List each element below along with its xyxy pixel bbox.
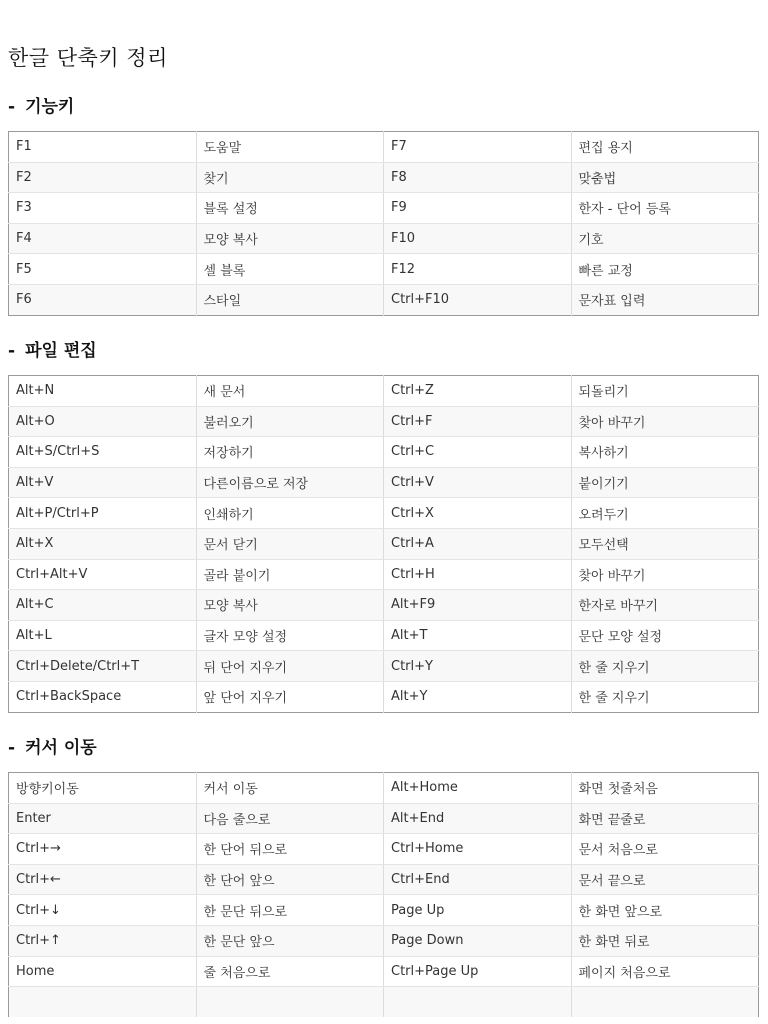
table-row — [9, 437, 759, 468]
table-row — [9, 864, 759, 895]
section-title-function-keys — [8, 92, 74, 117]
shortcut-action-cell — [196, 987, 384, 1018]
shortcut-action-cell: 화면 끝줄로 — [571, 803, 759, 834]
table-row — [9, 681, 759, 712]
shortcut-action-cell: 앞 단어 지우기 — [196, 681, 384, 712]
shortcut-action-cell: 불러오기 — [196, 406, 384, 437]
shortcut-key-cell: Ctrl+↑ — [9, 925, 197, 956]
shortcut-key-cell: Alt+End — [384, 803, 572, 834]
shortcut-table-file-edit — [8, 375, 759, 713]
shortcut-key-cell: Ctrl+Home — [384, 834, 572, 865]
shortcut-action-cell: 문서 처음으로 — [571, 834, 759, 865]
shortcut-key-cell: Alt+N — [9, 376, 197, 407]
shortcut-action-cell: 다른이름으로 저장 — [196, 467, 384, 498]
shortcut-action-cell: 오려두기 — [571, 498, 759, 529]
shortcut-action-cell: 화면 첫줄처음 — [571, 773, 759, 804]
shortcut-key-cell: F8 — [384, 162, 572, 193]
shortcut-action-cell: 한자 - 단어 등록 — [571, 193, 759, 224]
shortcut-key-cell: Ctrl+F10 — [384, 284, 572, 315]
shortcut-key-cell: Page Up — [384, 895, 572, 926]
shortcut-action-cell: 붙이기기 — [571, 467, 759, 498]
shortcut-action-cell: 한자로 바꾸기 — [571, 590, 759, 621]
shortcut-action-cell: 모두선택 — [571, 528, 759, 559]
table-row — [9, 956, 759, 987]
shortcut-action-cell: 한 문단 뒤으로 — [196, 895, 384, 926]
shortcut-key-cell: Alt+Y — [384, 681, 572, 712]
shortcut-key-cell: Home — [9, 956, 197, 987]
shortcut-key-cell: F5 — [9, 254, 197, 285]
table-row — [9, 193, 759, 224]
table-row — [9, 834, 759, 865]
table-row — [9, 925, 759, 956]
shortcut-action-cell: 한 줄 지우기 — [578, 691, 650, 707]
shortcut-action-cell: 한 단어 앞으 — [196, 864, 384, 895]
shortcut-key-cell: Ctrl+H — [384, 559, 572, 590]
table-row — [9, 651, 759, 682]
shortcut-action-cell: 찾아 바꾸기 — [571, 406, 759, 437]
shortcut-key-cell — [384, 987, 572, 1018]
table-row — [9, 528, 759, 559]
shortcut-action-cell: 페이지 처음으로 — [571, 956, 759, 987]
shortcut-action-cell: 커서 이동 — [196, 773, 384, 804]
shortcut-action-cell: 다음 줄으로 — [196, 803, 384, 834]
shortcut-action-cell: 문서 닫기 — [196, 528, 384, 559]
shortcut-key-cell: Ctrl+Delete/Ctrl+T — [9, 651, 197, 682]
shortcut-key-cell: Ctrl+Z — [384, 376, 572, 407]
shortcut-action-cell: 한 단어 뒤으로 — [196, 834, 384, 865]
shortcut-action-cell: 도움말 — [196, 132, 384, 163]
shortcut-action-cell: 골라 붙이기 — [196, 559, 384, 590]
shortcut-action-cell: 복사하기 — [571, 437, 759, 468]
shortcut-action-cell: 새 문서 — [196, 376, 384, 407]
shortcut-action-cell: 줄 처음으로 — [196, 956, 384, 987]
shortcut-action-cell: 셀 블록 — [196, 254, 384, 285]
shortcut-key-cell: F4 — [9, 223, 197, 254]
table-row — [9, 132, 759, 163]
shortcut-key-cell: 방향키이동 — [9, 773, 197, 804]
shortcut-key-cell: Ctrl+Alt+V — [9, 559, 197, 590]
shortcut-key-cell: F6 — [9, 284, 197, 315]
section-title-cursor-move — [8, 733, 97, 758]
shortcut-key-cell — [9, 987, 197, 1018]
table-row — [9, 254, 759, 285]
shortcut-key-cell: F7 — [384, 132, 572, 163]
shortcut-key-cell: Alt+V — [9, 467, 197, 498]
table-row — [9, 284, 759, 315]
shortcut-key-cell: Ctrl+X — [384, 498, 572, 529]
shortcut-action-cell: 문서 끝으로 — [571, 864, 759, 895]
shortcut-action-cell: 모양 복사 — [196, 223, 384, 254]
shortcut-key-cell: Ctrl+V — [384, 467, 572, 498]
shortcut-action-cell: 저장하기 — [196, 437, 384, 468]
shortcut-action-cell: 편집 용지 — [571, 132, 759, 163]
shortcut-key-cell: F10 — [384, 223, 572, 254]
table-row — [9, 895, 759, 926]
shortcut-key-cell: Alt+L — [9, 620, 197, 651]
shortcut-action-cell: 뒤 단어 지우기 — [196, 651, 384, 682]
table-row — [9, 376, 759, 407]
table-row — [9, 406, 759, 437]
section-title-text: 커서 이동 — [25, 738, 97, 758]
shortcut-key-cell: Ctrl+BackSpace — [9, 681, 197, 712]
shortcut-action-cell: 인쇄하기 — [196, 498, 384, 529]
shortcut-key-cell: Alt+P/Ctrl+P — [9, 498, 197, 529]
shortcut-action-cell: 글자 모양 설정 — [196, 620, 384, 651]
shortcut-key-cell: F2 — [9, 162, 197, 193]
shortcut-key-cell: Ctrl+↓ — [9, 895, 197, 926]
shortcut-key-cell: Ctrl+→ — [9, 834, 197, 865]
table-row — [9, 467, 759, 498]
shortcut-action-cell — [571, 987, 759, 1018]
shortcut-action-cell: 한 줄 지우기 — [571, 651, 759, 682]
table-row — [9, 223, 759, 254]
shortcut-table-cursor-move — [8, 772, 759, 1017]
shortcut-key-cell: Alt+C — [9, 590, 197, 621]
shortcut-key-cell: F9 — [384, 193, 572, 224]
shortcut-action-cell: 찾기 — [196, 162, 384, 193]
shortcut-key-cell: Alt+T — [384, 620, 572, 651]
section-dash: - — [8, 738, 16, 758]
shortcut-key-cell: Enter — [9, 803, 197, 834]
shortcut-key-cell: Alt+F9 — [384, 590, 572, 621]
table-row — [9, 987, 759, 1018]
shortcut-key-cell: Ctrl+End — [384, 864, 572, 895]
section-dash: - — [8, 97, 16, 117]
shortcut-action-cell: 맞춤법 — [571, 162, 759, 193]
shortcut-key-cell: Ctrl+Page Up — [384, 956, 572, 987]
shortcut-key-cell: Alt+O — [9, 406, 197, 437]
shortcut-action-cell: 모양 복사 — [196, 590, 384, 621]
section-title-file-edit — [8, 336, 97, 361]
table-row — [9, 590, 759, 621]
shortcut-action-cell: 문단 모양 설정 — [571, 620, 759, 651]
shortcut-key-cell: Alt+S/Ctrl+S — [9, 437, 197, 468]
shortcut-key-cell: Alt+Home — [384, 773, 572, 804]
shortcut-key-cell: Ctrl+C — [384, 437, 572, 468]
table-row — [9, 498, 759, 529]
shortcut-key-cell: F12 — [384, 254, 572, 285]
shortcut-key-cell: Ctrl+← — [9, 864, 197, 895]
table-row — [9, 559, 759, 590]
shortcut-key-cell: F1 — [9, 132, 197, 163]
shortcut-key-cell: F3 — [9, 193, 197, 224]
page-title: 한글 단축키 정리 — [8, 46, 168, 70]
shortcut-action-cell: 한 화면 앞으로 — [571, 895, 759, 926]
shortcut-action-cell: 찾아 바꾸기 — [571, 559, 759, 590]
shortcut-key-cell: Ctrl+A — [384, 528, 572, 559]
shortcut-action-cell: 기호 — [571, 223, 759, 254]
table-row — [9, 162, 759, 193]
shortcut-key-cell: Alt+X — [9, 528, 197, 559]
section-title-text: 기능키 — [25, 97, 75, 117]
shortcut-key-cell: Ctrl+Y — [384, 651, 572, 682]
shortcut-action-cell: 문자표 입력 — [571, 284, 759, 315]
shortcut-key-cell: Page Down — [384, 925, 572, 956]
shortcut-action-cell: 한 화면 뒤로 — [571, 925, 759, 956]
shortcut-key-cell: Ctrl+F — [384, 406, 572, 437]
table-row — [9, 620, 759, 651]
shortcut-action-cell: 블록 설정 — [196, 193, 384, 224]
shortcut-action-cell: 한 문단 앞으 — [196, 925, 384, 956]
shortcut-table-function-keys — [8, 131, 759, 316]
shortcut-action-cell: 빠른 교정 — [571, 254, 759, 285]
section-dash: - — [8, 341, 16, 361]
shortcut-action-cell: 스타일 — [196, 284, 384, 315]
shortcut-action-cell: 되돌리기 — [571, 376, 759, 407]
table-row — [9, 803, 759, 834]
section-title-text: 파일 편집 — [25, 341, 97, 361]
table-row — [9, 773, 759, 804]
